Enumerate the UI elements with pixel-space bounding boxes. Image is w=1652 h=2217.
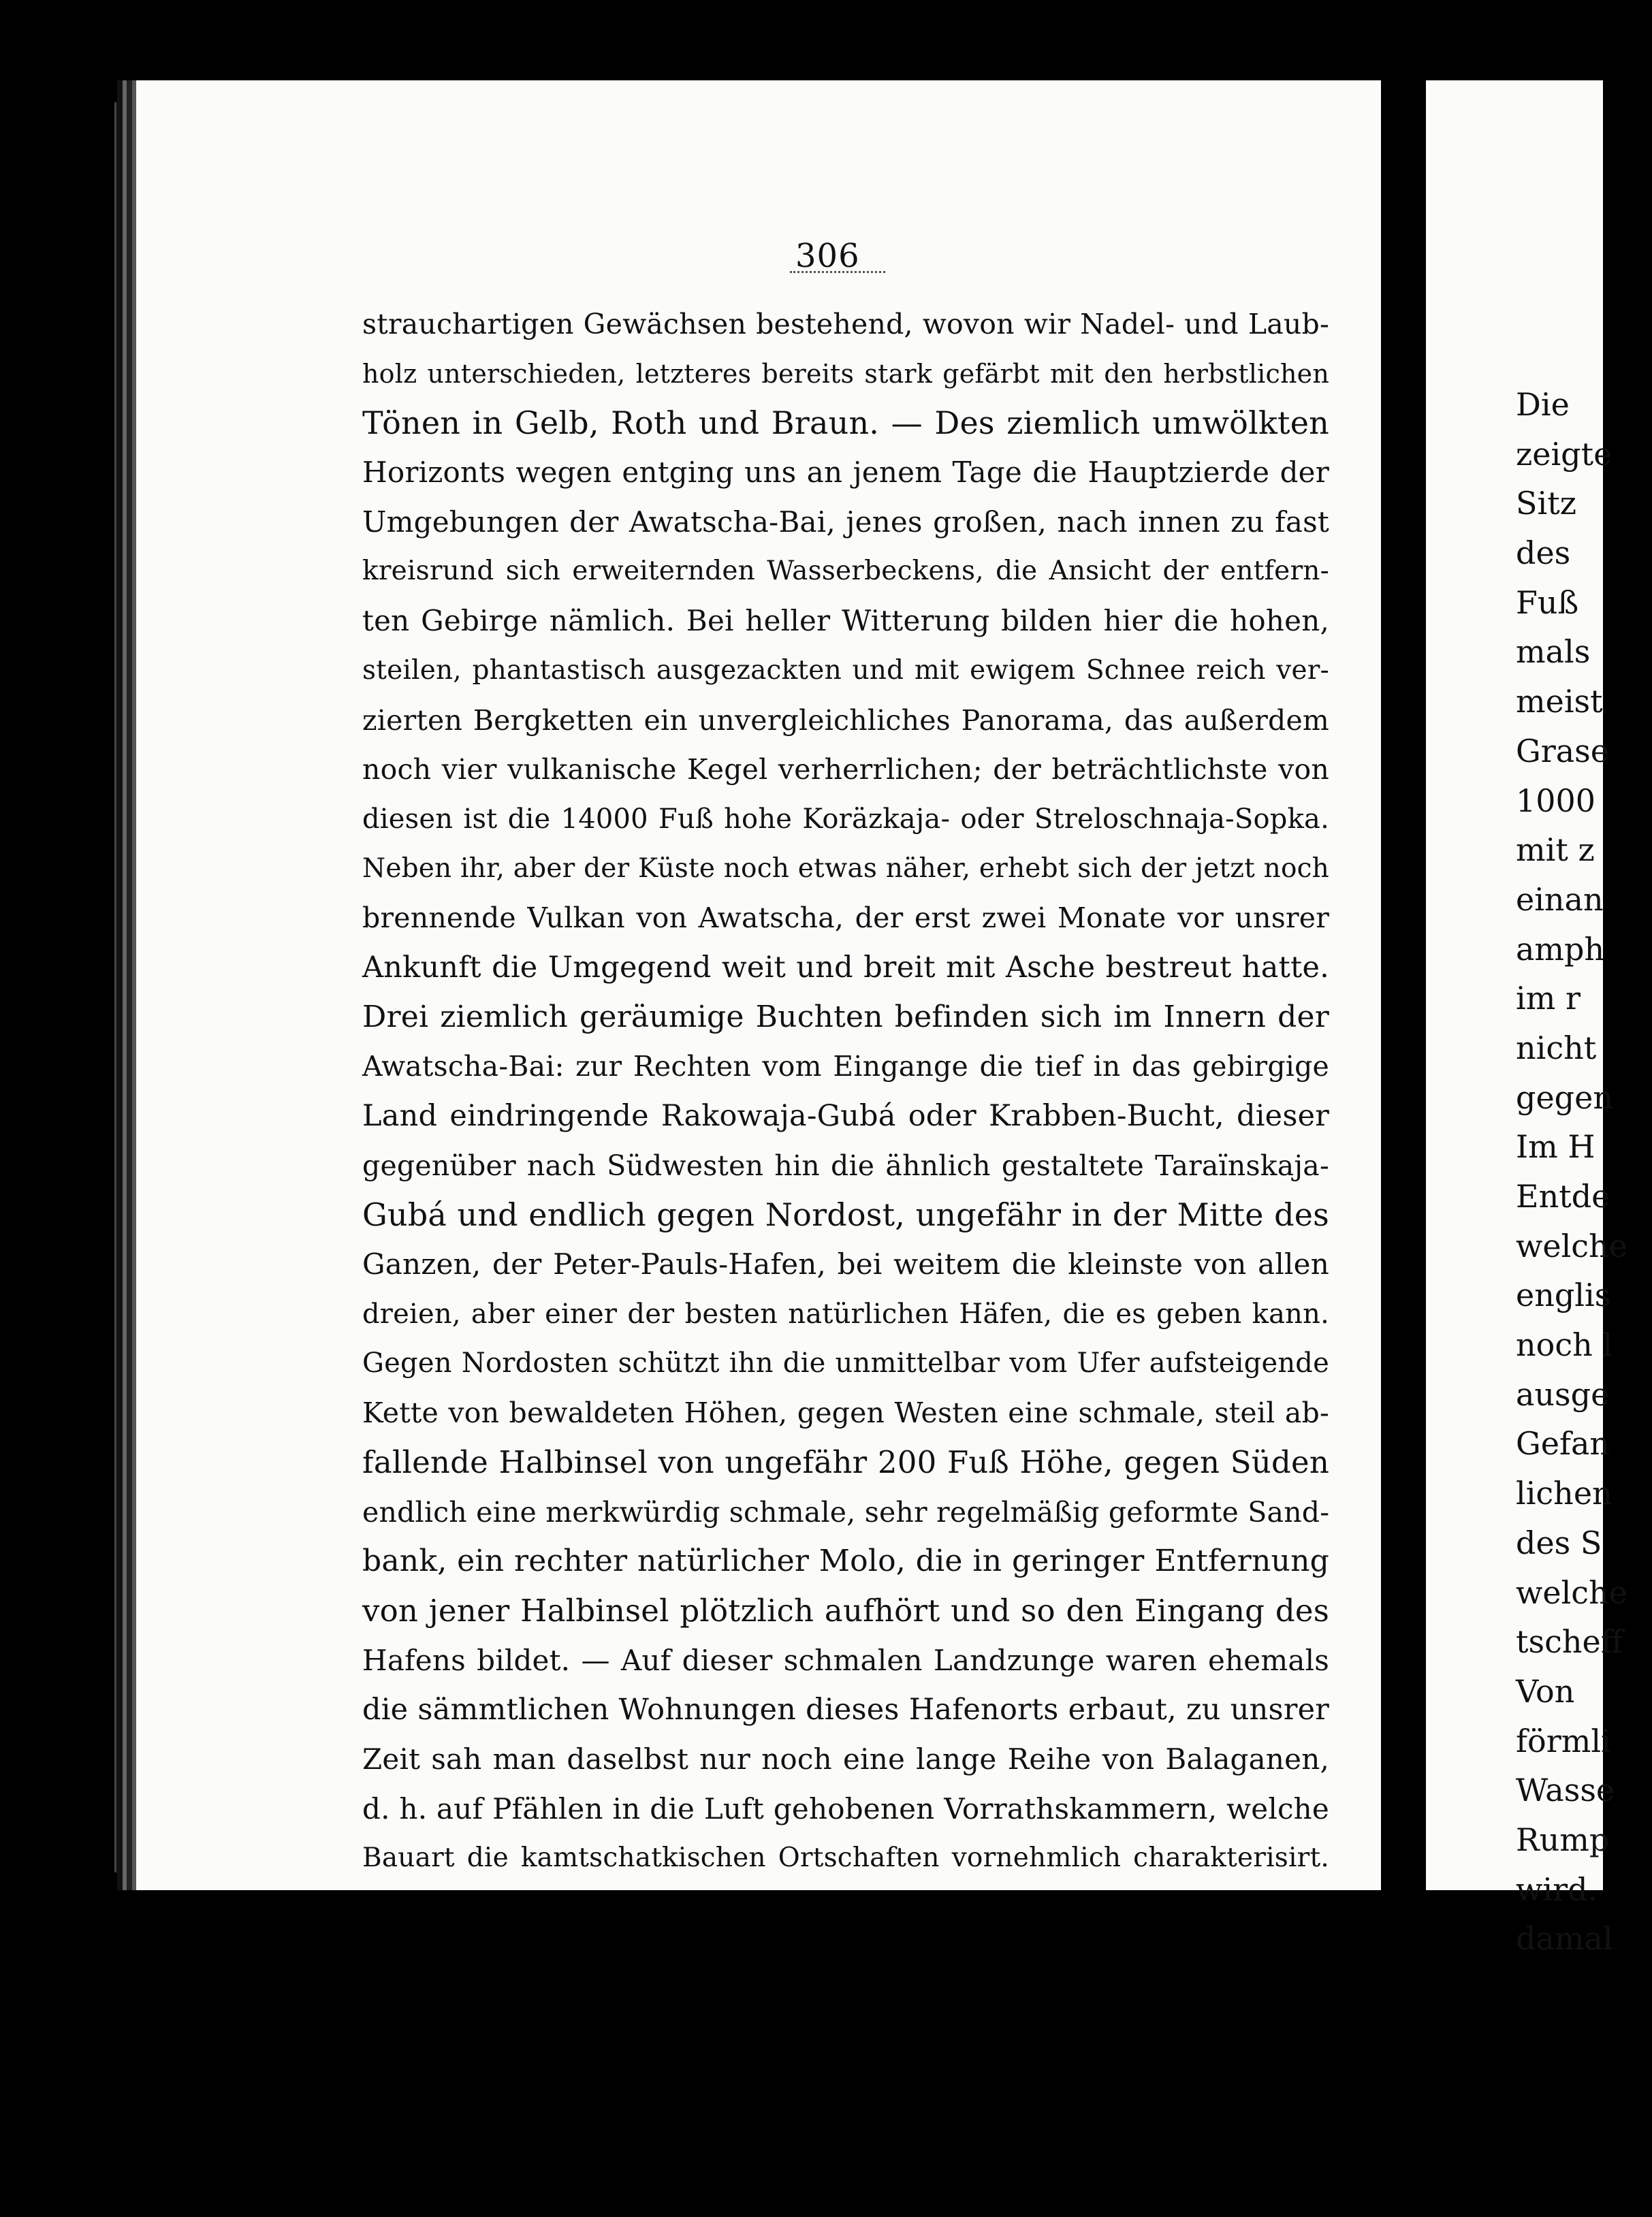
text-line-fragment: Rump: [1516, 1821, 1610, 1858]
text-line-fragment: einan: [1516, 880, 1604, 918]
text-line-fragment: Wasse: [1516, 1772, 1615, 1809]
text-line: bank, ein rechter natürlicher Molo, die in geringer Entfernung: [362, 1544, 1329, 1579]
text-line: Bauart die kamtschatkischen Ortschaften vornehmlich charakterisirt.: [362, 1843, 1329, 1874]
text-line: Kette von bewaldeten Höhen, gegen Westen eine schmale, steil ab-: [362, 1397, 1329, 1430]
text-line-fragment: damal: [1516, 1920, 1613, 1958]
text-line: gegenüber nach Südwesten hin die ähnlich gestaltete Taraïnskaja-: [362, 1149, 1329, 1182]
page-number-rule: [790, 271, 885, 273]
text-line: d. h. auf Pfählen in die Luft gehobenen Vorrathskammern, welche: [362, 1791, 1329, 1825]
text-line: steilen, phantastisch ausgezackten und mit ewigem Schnee reich ver-: [362, 654, 1329, 686]
text-line-fragment: tscheff: [1516, 1623, 1623, 1661]
text-line-fragment: amph: [1516, 930, 1605, 968]
text-line: holz unterschieden, letzteres bereits stark gefärbt mit den herbstlichen: [362, 358, 1329, 389]
text-line: Gubá und endlich gegen Nordost, ungefähr in der Mitte des: [362, 1196, 1329, 1234]
text-line-fragment: meist: [1516, 683, 1603, 720]
text-line-fragment: Fuß: [1516, 584, 1579, 621]
text-line: Drei ziemlich geräumige Buchten befinden sich im Innern der: [362, 999, 1329, 1034]
text-line: Hafens bildet. — Auf dieser schmalen Landzunge waren ehemals: [362, 1643, 1329, 1677]
page-number: 306: [795, 237, 860, 275]
text-line: Gegen Nordosten schützt ihn die unmittelbar vom Ufer aufsteigende: [362, 1347, 1329, 1379]
text-line: Tönen in Gelb, Roth und Braun. — Des ziemlich umwölkten: [362, 404, 1329, 442]
text-line-fragment: Von: [1516, 1672, 1575, 1710]
text-line: endlich eine merkwürdig schmale, sehr regelmäßig geformte Sand-: [362, 1495, 1330, 1529]
text-line-fragment: lichen: [1516, 1475, 1613, 1512]
text-line-fragment: nicht: [1516, 1029, 1597, 1066]
text-line: fallende Halbinsel von ungefähr 200 Fuß Höhe, gegen Süden: [362, 1444, 1329, 1480]
text-line: strauchartigen Gewächsen bestehend, wovon wir Nadel- und Laub-: [362, 308, 1329, 340]
text-line: Horizonts wegen entging uns an jenem Tage die Hauptzierde der: [362, 456, 1329, 490]
right-page: [1426, 80, 1627, 1958]
text-line: zierten Bergketten ein unvergleichliches Panorama, das außerdem: [362, 703, 1329, 737]
text-line-fragment: wird.: [1516, 1870, 1598, 1908]
text-line-fragment: ausge: [1516, 1375, 1610, 1413]
text-line: Umgebungen der Awatscha-Bai, jenes großen, nach innen zu fast: [362, 505, 1329, 539]
text-line-fragment: zeigte: [1516, 435, 1613, 473]
text-line-fragment: des: [1516, 535, 1571, 572]
text-line: Ankunft die Umgegend weit und breit mit Asche bestreut hatte.: [362, 950, 1329, 985]
text-line-fragment: Entde: [1516, 1178, 1610, 1215]
text-line-fragment: im r: [1516, 980, 1580, 1017]
text-line: Zeit sah man daselbst nur noch eine lange Reihe von Balaganen,: [362, 1742, 1329, 1776]
text-line-fragment: welche: [1516, 1227, 1627, 1264]
text-line: noch vier vulkanische Kegel verherrlichen; der beträchtlichste von: [362, 753, 1329, 786]
text-line-fragment: Die: [1516, 386, 1570, 423]
text-line-fragment: mals: [1516, 633, 1591, 671]
text-line-fragment: mit z: [1516, 831, 1595, 869]
text-line: von jener Halbinsel plötzlich aufhört und so den Eingang des: [362, 1592, 1329, 1629]
text-line-fragment: englis: [1516, 1277, 1611, 1314]
text-line-fragment: Im H: [1516, 1128, 1595, 1166]
text-line: Land eindringende Rakowaja-Gubá oder Krabben-Bucht, dieser: [362, 1099, 1329, 1133]
text-line: ten Gebirge nämlich. Bei heller Witterung bilden hier die hohen,: [362, 604, 1329, 638]
text-line: die sämmtlichen Wohnungen dieses Hafenorts erbaut, zu unsrer: [362, 1693, 1329, 1727]
text-line-fragment: 1000: [1516, 782, 1596, 819]
right-page-text: [1516, 380, 1652, 1964]
text-line-fragment: welche: [1516, 1574, 1627, 1611]
text-line-fragment: Gefan: [1516, 1425, 1610, 1463]
text-line-fragment: des S: [1516, 1524, 1602, 1561]
text-line: Ganzen, der Peter-Pauls-Hafen, bei weitem die kleinste von allen: [362, 1247, 1329, 1281]
text-line: dreien, aber einer der besten natürlichen Häfen, die es geben kann.: [362, 1298, 1329, 1330]
text-line-fragment: förmli: [1516, 1722, 1611, 1759]
text-line-fragment: Sitz: [1516, 485, 1576, 522]
text-line: brennende Vulkan von Awatscha, der erst zwei Monate vor unsrer: [362, 902, 1329, 935]
text-line: Neben ihr, aber der Küste noch etwas näher, erhebt sich der jetzt noch: [362, 852, 1329, 884]
text-line: Awatscha-Bai: zur Rechten vom Eingange die tief in das gebirgige: [362, 1050, 1329, 1083]
text-line-fragment: noch l: [1516, 1326, 1613, 1364]
text-line-fragment: Grase: [1516, 732, 1609, 769]
text-line: kreisrund sich erweiternden Wasserbeckens, die Ansicht der entfern-: [362, 556, 1329, 587]
left-page-text: [362, 300, 1329, 1883]
text-line: diesen ist die 14000 Fuß hohe Koräzkaja- oder Streloschnaja-Sopka.: [362, 803, 1329, 835]
text-line-fragment: gegen: [1516, 1079, 1613, 1116]
